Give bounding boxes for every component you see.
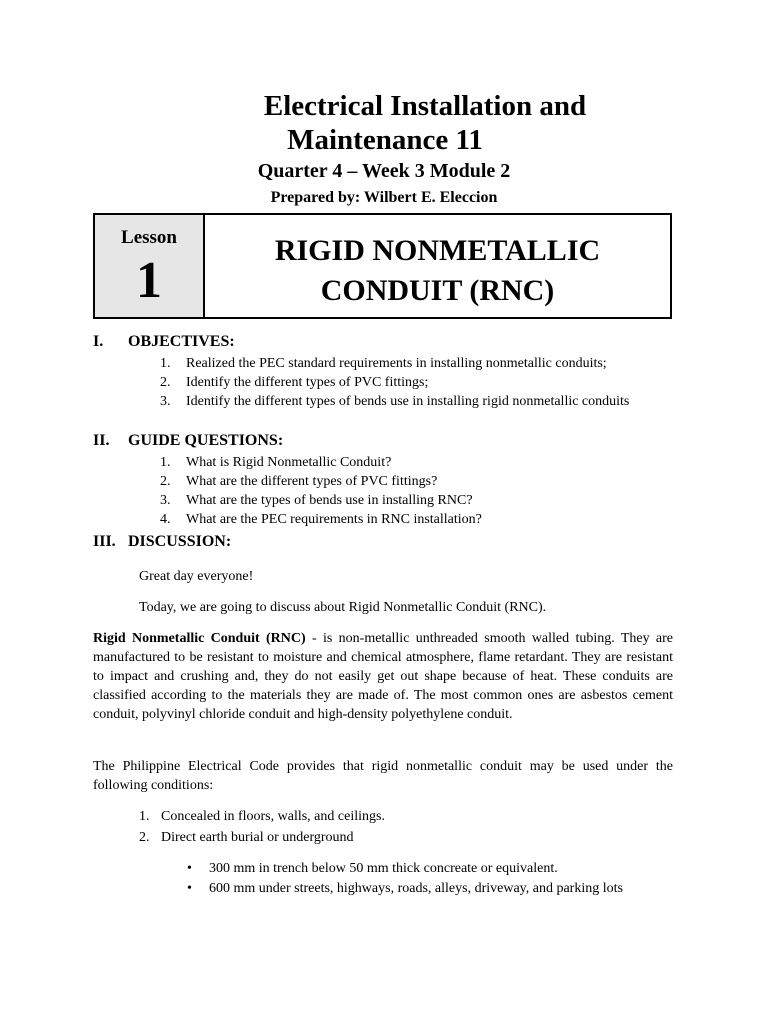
- document-title-line1: Electrical Installation and: [263, 90, 587, 122]
- list-item: 1. Concealed in floors, walls, and ceilings.: [139, 809, 385, 824]
- list-item: • 300 mm in trench below 50 mm thick concreate or equivalent.: [187, 859, 677, 879]
- intro-text: Today, we are going to discuss about Rigid Nonmetallic Conduit (RNC).: [139, 600, 547, 615]
- lesson-header-box: [93, 213, 672, 319]
- greeting-text: Great day everyone!: [139, 569, 254, 584]
- guide-questions-list: [160, 453, 674, 529]
- bullet-icon: •: [187, 861, 192, 876]
- list-item: • 600 mm under streets, highways, roads, alleys, driveway, and parking lots: [187, 879, 677, 899]
- list-item: 2. Identify the different types of PVC fittings;: [160, 375, 429, 390]
- objectives-list: [160, 354, 674, 411]
- section-numeral: III.: [93, 533, 116, 550]
- discussion-heading: [93, 533, 393, 553]
- definition-paragraph: [93, 629, 673, 724]
- section-title: DISCUSSION:: [128, 533, 232, 550]
- objectives-heading: [93, 333, 393, 353]
- section-numeral: I.: [93, 333, 104, 350]
- pec-paragraph: The Philippine Electrical Code provides that rigid nonmetallic conduit may be used under the following conditions:: [93, 759, 673, 793]
- module-subtitle: Quarter 4 – Week 3 Module 2: [257, 160, 511, 182]
- list-item: 2. What are the different types of PVC fittings?: [160, 474, 438, 489]
- burial-depth-list: [187, 859, 677, 899]
- definition-term: Rigid Nonmetallic Conduit (RNC): [93, 631, 306, 646]
- lesson-number: 1: [136, 252, 162, 309]
- definition-text: - is non-metallic unthreaded smooth walled tubing. They are manufactured to be resistant to moisture and chemical atmosphere, flame retardant. They are resistant to impact and crushing and, they do not easily get out shape because of heat. These conduits are classified according to the materials they are made of. The most common ones are asbestos cement conduit, polyvinyl chloride conduit and high-density polyethylene conduit.: [93, 631, 674, 722]
- list-item: 1. Realized the PEC standard requirements in installing nonmetallic conduits;: [160, 356, 607, 371]
- section-numeral: II.: [93, 432, 110, 449]
- list-item: 1. What is Rigid Nonmetallic Conduit?: [160, 455, 392, 470]
- document-title-line2: Maintenance 11: [287, 124, 483, 156]
- lesson-title-line2: CONDUIT (RNC): [320, 274, 555, 307]
- section-title: GUIDE QUESTIONS:: [128, 432, 284, 449]
- prepared-by: Prepared by: Wilbert E. Eleccion: [270, 189, 498, 206]
- bullet-icon: •: [187, 881, 192, 896]
- lesson-label: Lesson: [121, 227, 177, 248]
- lesson-title: [205, 231, 670, 311]
- list-item: 3. What are the types of bends use in installing RNC?: [160, 493, 473, 508]
- list-item: 2. Direct earth burial or underground: [139, 830, 354, 845]
- lesson-title-line1: RIGID NONMETALLIC: [274, 234, 601, 267]
- guide-questions-heading: [93, 432, 393, 452]
- lesson-number-cell: [95, 215, 205, 317]
- list-item: 3. Identify the different types of bends use in installing rigid nonmetallic conduits: [160, 394, 630, 409]
- list-item: 4. What are the PEC requirements in RNC installation?: [160, 512, 482, 527]
- conditions-list: [139, 806, 679, 848]
- section-title: OBJECTIVES:: [128, 333, 235, 350]
